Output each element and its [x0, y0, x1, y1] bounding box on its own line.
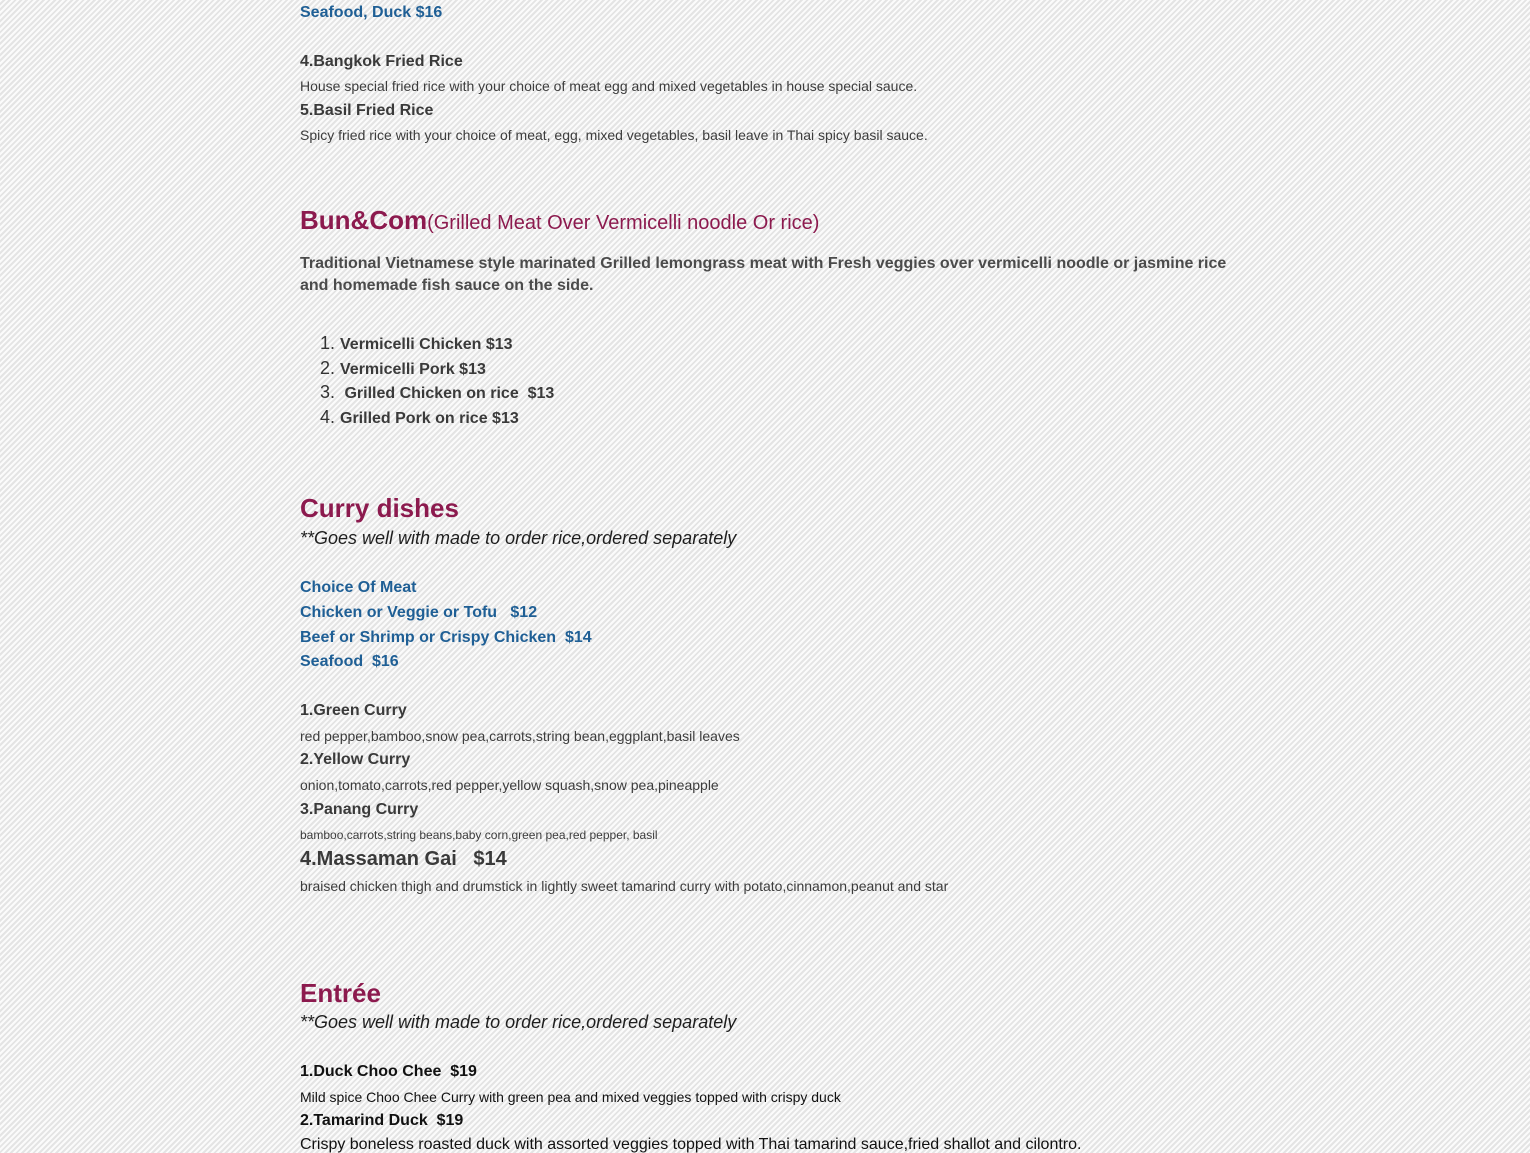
- choice-of-meat-header: Choice Of Meat: [300, 579, 417, 596]
- menu-item-description: Mild spice Choo Chee Curry with green pea and mixed veggies topped with crispy duck: [300, 1089, 841, 1105]
- section-note: **Goes well with made to order rice,ordered separately: [300, 528, 737, 548]
- menu-item-panang-curry: 3.Panang Curry: [300, 801, 419, 818]
- list-text: Grilled Pork on rice $13: [340, 410, 519, 427]
- menu-item-tamarind-duck: 2.Tamarind Duck $19: [300, 1112, 464, 1129]
- menu-item-duck-choo-chee: 1.Duck Choo Chee $19: [300, 1063, 477, 1080]
- menu-item-bangkok-fried-rice: 4.Bangkok Fried Rice: [300, 53, 463, 70]
- menu-item-basil-fried-rice: 5.Basil Fried Rice: [300, 102, 434, 119]
- section-heading-bun-com: [300, 207, 819, 233]
- price-line: Beef or Shrimp or Crispy Chicken $14: [300, 629, 592, 646]
- list-item: [320, 383, 554, 402]
- menu-item-description: Spicy fried rice with your choice of meat, egg, mixed vegetables, basil leave in Thai spicy basil sauce.: [300, 127, 928, 143]
- section-intro: Traditional Vietnamese style marinated Grilled lemongrass meat with Fresh veggies over vermicelli noodle or jasmine rice and homemade fish sauce on the side.: [300, 255, 1227, 294]
- list-number: 2.: [320, 358, 336, 378]
- price-line: Chicken or Veggie or Tofu $12: [300, 604, 538, 621]
- menu-item-description: bamboo,carrots,string beans,baby corn,green pea,red pepper, basil: [300, 828, 658, 842]
- menu-item-massaman-gai: 4.Massaman Gai $14: [300, 848, 507, 870]
- list-text: Grilled Chicken on rice $13: [340, 385, 555, 402]
- menu-item-description: Crispy boneless roasted duck with assorted veggies topped with Thai tamarind sauce,fried shallot and cilontro.: [300, 1136, 1082, 1153]
- list-text: Vermicelli Pork $13: [340, 361, 486, 378]
- menu-item-description: House special fried rice with your choice of meat egg and mixed vegetables in house special sauce.: [300, 78, 918, 94]
- section-title: Bun&Com: [300, 205, 428, 235]
- list-item: [320, 408, 519, 427]
- section-title-entree: Entrée: [300, 978, 381, 1008]
- list-number: 3.: [320, 382, 336, 402]
- list-number: 4.: [320, 407, 336, 427]
- menu-item-green-curry: 1.Green Curry: [300, 702, 407, 719]
- list-item: [320, 359, 486, 378]
- menu-item-description: braised chicken thigh and drumstick in lightly sweet tamarind curry with potato,cinnamon,peanut and star: [300, 878, 949, 894]
- list-text: Vermicelli Chicken $13: [340, 336, 513, 353]
- menu-item-yellow-curry: 2.Yellow Curry: [300, 751, 411, 768]
- list-item: [320, 334, 513, 353]
- list-number: 1.: [320, 333, 336, 353]
- section-subtitle: (Grilled Meat Over Vermicelli noodle Or rice): [427, 212, 820, 234]
- price-line-seafood-duck: Seafood, Duck $16: [300, 4, 443, 21]
- section-title-curry: Curry dishes: [300, 493, 459, 523]
- menu-item-description: onion,tomato,carrots,red pepper,yellow squash,snow pea,pineapple: [300, 777, 719, 793]
- menu-item-description: red pepper,bamboo,snow pea,carrots,string bean,eggplant,basil leaves: [300, 728, 740, 744]
- section-note: **Goes well with made to order rice,ordered separately: [300, 1012, 737, 1032]
- price-line: Seafood $16: [300, 653, 399, 670]
